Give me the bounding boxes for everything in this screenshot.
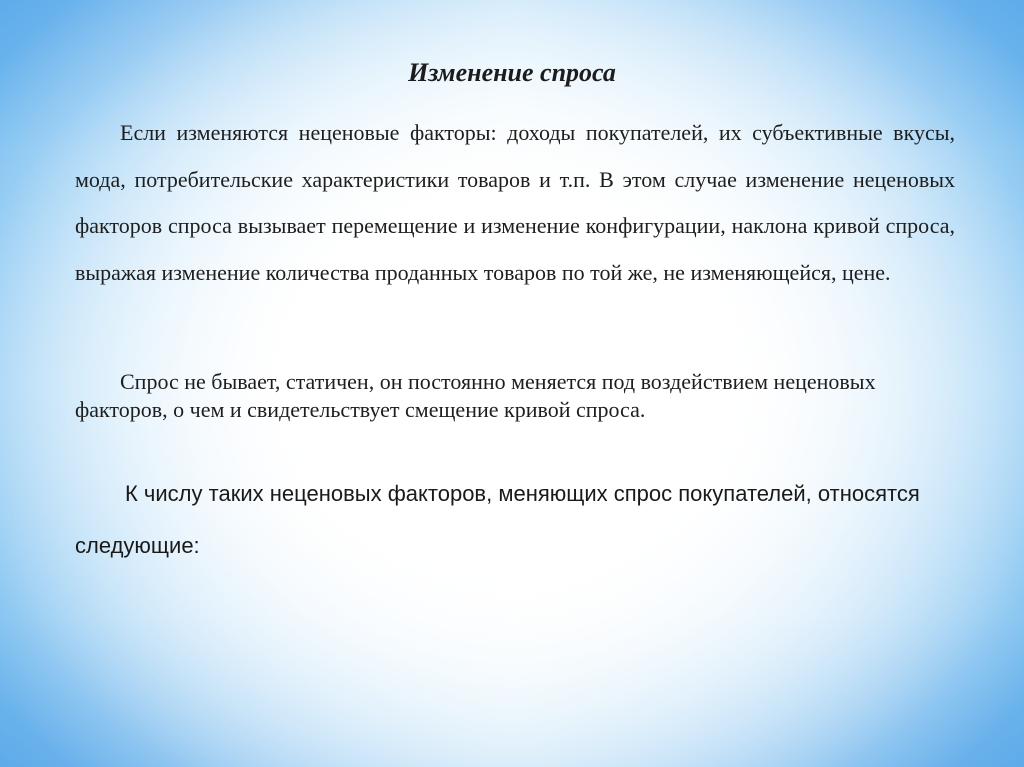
slide-title: Изменение спроса bbox=[408, 58, 616, 87]
paragraph-demand-not-static: Спрос не бывает, статичен, он постоянно меняется под воздействием неценовых факторов, о чем и свидетельствует смещение кривой спроса. bbox=[75, 369, 876, 422]
paragraph-nonprice-factors: Если изменяются неценовые факторы: доходы покупателей, их субъективные вкусы, мода, потребительские характеристики товаров и т.п. В этом случае изменение неценовых факторов спроса вызывает перемещение и изменение конфигурации, наклона кривой спроса, выражая изменение количества проданных товаров по той же, не изменяющейся, цене. bbox=[75, 120, 955, 285]
paragraph-factors-intro: К числу таких неценовых факторов, меняющих спрос покупателей, относятся следующие: bbox=[75, 481, 920, 558]
